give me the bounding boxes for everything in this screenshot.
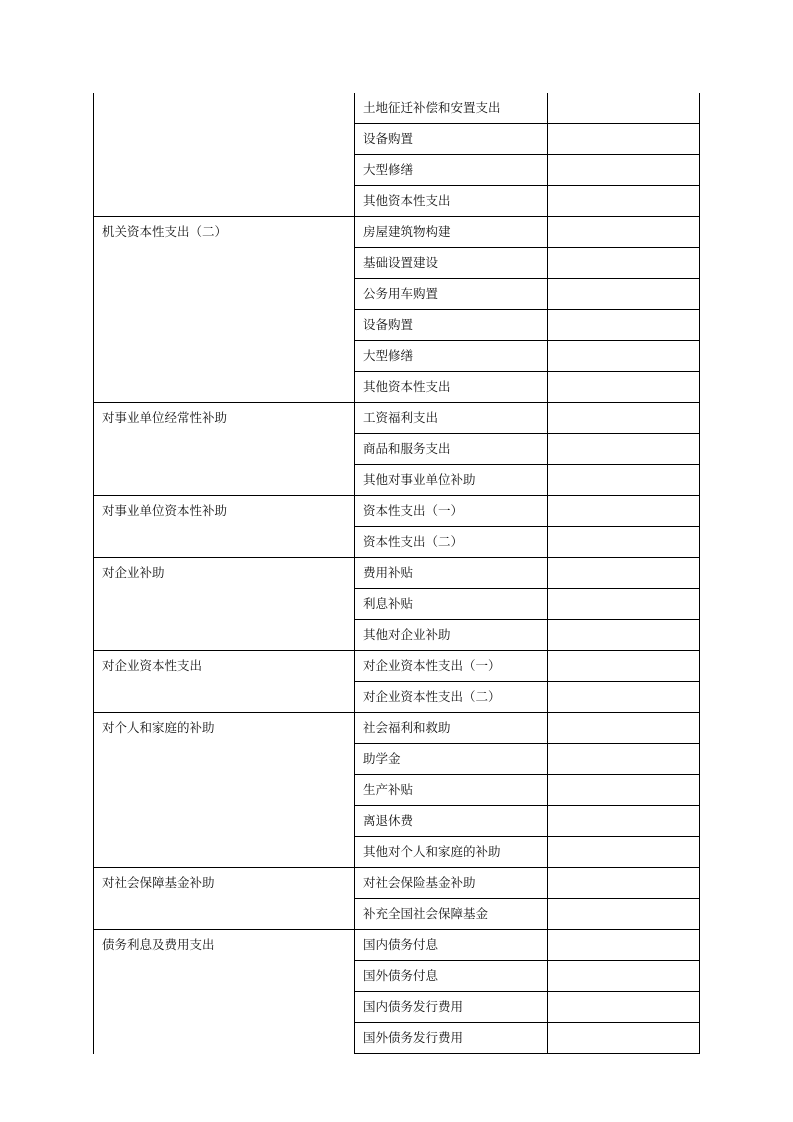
amount-cell — [548, 465, 700, 496]
amount-cell — [548, 868, 700, 899]
subcategory-cell: 生产补贴 — [355, 775, 548, 806]
amount-cell — [548, 961, 700, 992]
amount-cell — [548, 930, 700, 961]
amount-cell — [548, 806, 700, 837]
subcategory-cell: 国内债务发行费用 — [355, 992, 548, 1023]
amount-cell — [548, 93, 700, 124]
amount-cell — [548, 775, 700, 806]
subcategory-cell: 对企业资本性支出（一） — [355, 651, 548, 682]
table-row — [94, 868, 700, 899]
subcategory-cell: 其他对事业单位补助 — [355, 465, 548, 496]
amount-cell — [548, 589, 700, 620]
subcategory-cell: 其他对个人和家庭的补助 — [355, 837, 548, 868]
category-cell: 对个人和家庭的补助 — [94, 713, 355, 868]
amount-cell — [548, 341, 700, 372]
table-row — [94, 93, 700, 124]
subcategory-cell: 其他资本性支出 — [355, 186, 548, 217]
subcategory-cell: 利息补贴 — [355, 589, 548, 620]
category-cell — [94, 93, 355, 217]
subcategory-cell: 对社会保险基金补助 — [355, 868, 548, 899]
amount-cell — [548, 279, 700, 310]
table-row — [94, 217, 700, 248]
subcategory-cell: 国外债务发行费用 — [355, 1023, 548, 1054]
amount-cell — [548, 837, 700, 868]
subcategory-cell: 大型修缮 — [355, 155, 548, 186]
amount-cell — [548, 992, 700, 1023]
subcategory-cell: 公务用车购置 — [355, 279, 548, 310]
amount-cell — [548, 248, 700, 279]
subcategory-cell: 设备购置 — [355, 124, 548, 155]
amount-cell — [548, 496, 700, 527]
table-row — [94, 496, 700, 527]
amount-cell — [548, 682, 700, 713]
table-row — [94, 651, 700, 682]
subcategory-cell: 商品和服务支出 — [355, 434, 548, 465]
subcategory-cell: 工资福利支出 — [355, 403, 548, 434]
subcategory-cell: 资本性支出（一） — [355, 496, 548, 527]
amount-cell — [548, 155, 700, 186]
subcategory-cell: 其他对企业补助 — [355, 620, 548, 651]
amount-cell — [548, 713, 700, 744]
table-row — [94, 558, 700, 589]
subcategory-cell: 房屋建筑物构建 — [355, 217, 548, 248]
amount-cell — [548, 651, 700, 682]
amount-cell — [548, 744, 700, 775]
amount-cell — [548, 186, 700, 217]
amount-cell — [548, 527, 700, 558]
amount-cell — [548, 372, 700, 403]
subcategory-cell: 社会福利和救助 — [355, 713, 548, 744]
subcategory-cell: 国内债务付息 — [355, 930, 548, 961]
subcategory-cell: 基础设置建设 — [355, 248, 548, 279]
category-cell: 对企业补助 — [94, 558, 355, 651]
table-row — [94, 403, 700, 434]
expenditure-classification-table — [93, 93, 700, 1054]
subcategory-cell: 资本性支出（二） — [355, 527, 548, 558]
category-cell: 对社会保障基金补助 — [94, 868, 355, 930]
category-cell: 机关资本性支出（二） — [94, 217, 355, 403]
amount-cell — [548, 1023, 700, 1054]
amount-cell — [548, 310, 700, 341]
table-body — [94, 93, 700, 1054]
amount-cell — [548, 620, 700, 651]
subcategory-cell: 国外债务付息 — [355, 961, 548, 992]
subcategory-cell: 土地征迁补偿和安置支出 — [355, 93, 548, 124]
subcategory-cell: 设备购置 — [355, 310, 548, 341]
amount-cell — [548, 558, 700, 589]
table-row — [94, 930, 700, 961]
table-row — [94, 713, 700, 744]
subcategory-cell: 助学金 — [355, 744, 548, 775]
amount-cell — [548, 124, 700, 155]
subcategory-cell: 补充全国社会保障基金 — [355, 899, 548, 930]
amount-cell — [548, 434, 700, 465]
category-cell: 对事业单位资本性补助 — [94, 496, 355, 558]
category-cell: 对事业单位经常性补助 — [94, 403, 355, 496]
subcategory-cell: 大型修缮 — [355, 341, 548, 372]
subcategory-cell: 其他资本性支出 — [355, 372, 548, 403]
subcategory-cell: 离退休费 — [355, 806, 548, 837]
amount-cell — [548, 217, 700, 248]
amount-cell — [548, 403, 700, 434]
category-cell: 对企业资本性支出 — [94, 651, 355, 713]
subcategory-cell: 对企业资本性支出（二） — [355, 682, 548, 713]
category-cell: 债务利息及费用支出 — [94, 930, 355, 1054]
subcategory-cell: 费用补贴 — [355, 558, 548, 589]
amount-cell — [548, 899, 700, 930]
